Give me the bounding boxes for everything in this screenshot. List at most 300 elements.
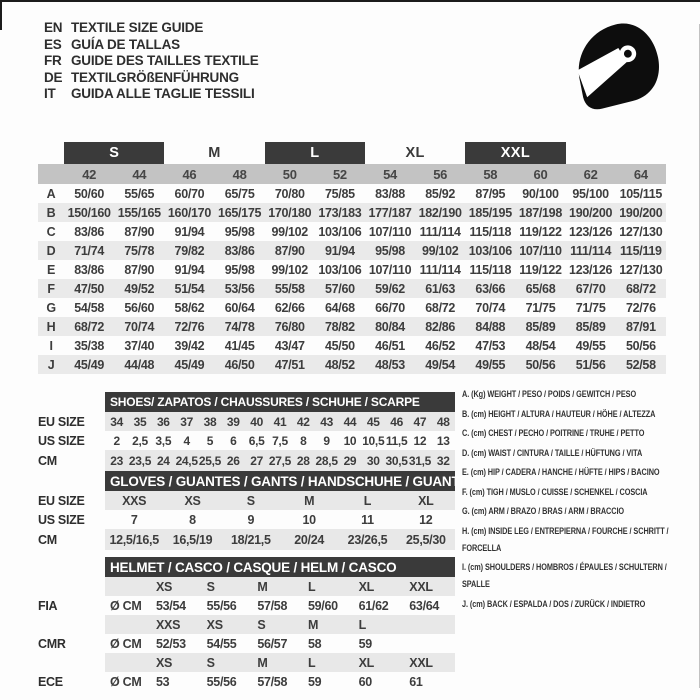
table-cell: 80/84	[365, 317, 415, 336]
table-cell: 68/72	[616, 279, 666, 298]
table-cell: 95/100	[572, 186, 609, 201]
eu-size-cell: 42	[64, 164, 114, 184]
eu-size-cell: 48	[215, 164, 265, 184]
table-cell: 37	[175, 412, 198, 431]
table-cell: 57/60	[315, 279, 365, 298]
table-cell: 44	[338, 412, 361, 431]
helmet-table	[38, 557, 455, 691]
table-cell: 57/58	[257, 674, 288, 689]
row-label: C	[46, 224, 56, 239]
language-list	[44, 20, 259, 103]
eu-size-cell: 64	[616, 164, 666, 184]
eu-size-cell: 54	[365, 164, 415, 184]
table-cell	[404, 615, 455, 634]
table-row	[38, 203, 666, 222]
legend-item: A. (Kg) WEIGHT / PESO / POIDS / GEWITCH / PESO	[462, 389, 637, 400]
language-code: DE	[44, 69, 63, 85]
table-cell: 13	[436, 433, 450, 448]
table-cell: 35/38	[74, 338, 105, 353]
row-label: EU SIZE	[38, 414, 85, 429]
diameter-cell	[105, 615, 151, 634]
table-cell	[404, 634, 455, 653]
table-cell: 70/74	[475, 300, 506, 315]
section-title: SHOES/ ZAPATOS / CHAUSSURES / SCHUHE / SCARPE	[105, 392, 455, 412]
row-label: A	[46, 186, 56, 201]
language-row	[44, 86, 259, 103]
language-row	[44, 37, 259, 54]
eu-size-cell: 46	[164, 164, 214, 184]
table-cell: 60	[358, 674, 372, 689]
legend-item: F. (cm) TIGH / MUSLO / CUISSE / SCHENKEL / COSCIA	[462, 486, 648, 498]
table-cell: 91/94	[315, 241, 365, 260]
table-cell: 8	[300, 433, 307, 448]
table-cell: L	[303, 653, 354, 672]
table-cell: 70/80	[274, 186, 305, 201]
table-cell: 95/98	[365, 241, 415, 260]
table-cell: 182/190	[415, 203, 465, 222]
table-cell: XXL	[404, 653, 455, 672]
table-cell: 36	[152, 412, 175, 431]
table-cell: 30,5	[385, 450, 408, 471]
table-cell: 53	[156, 674, 170, 689]
table-cell: 53/56	[215, 279, 265, 298]
table-cell: 190/200	[616, 203, 666, 222]
gloves-table	[38, 471, 464, 550]
table-cell: 84/88	[465, 317, 515, 336]
table-cell: 50/56	[515, 355, 565, 374]
table-cell: XL	[354, 653, 405, 672]
table-cell: 27	[245, 450, 268, 471]
table-cell: 177/187	[365, 203, 415, 222]
table-cell: 107/110	[515, 241, 565, 260]
table-cell: 12,5/16,5	[105, 529, 163, 550]
eu-size-cell: 56	[415, 164, 465, 184]
table-cell: 87/90	[124, 224, 155, 239]
row-label: G	[46, 300, 56, 315]
table-cell: 50/60	[74, 186, 105, 201]
diameter-cell: Ø CM	[110, 598, 142, 613]
table-cell: 28,5	[315, 450, 338, 471]
table-row	[38, 279, 666, 298]
table-cell: 123/126	[569, 262, 613, 277]
table-cell: 45	[362, 412, 385, 431]
table-cell: 7	[130, 512, 138, 527]
table-cell: 41/45	[224, 338, 255, 353]
eu-size-cell	[38, 164, 64, 184]
table-cell: 28	[292, 450, 315, 471]
table-cell: 2	[113, 433, 120, 448]
table-cell: 55/58	[265, 279, 315, 298]
table-cell: 37/40	[124, 338, 155, 353]
table-row	[38, 260, 666, 279]
table-cell: 46/50	[215, 355, 265, 374]
row-label: I	[49, 338, 53, 353]
table-cell: 6	[230, 433, 237, 448]
table-cell: 7,5	[272, 433, 288, 448]
table-row	[38, 241, 666, 260]
table-cell: 160/170	[164, 203, 214, 222]
table-cell: 165/175	[215, 203, 265, 222]
table-cell: S	[222, 491, 280, 510]
table-cell: 53/54	[156, 598, 186, 613]
table-cell: 43	[315, 412, 338, 431]
table-row	[38, 355, 666, 374]
legend-item: H. (cm) INSIDE LEG / ENTREPIERNA / FOURCHE / SCHRITT / FORCELLA	[462, 525, 669, 554]
language-code: EN	[44, 20, 63, 35]
table-cell: 103/106	[318, 224, 362, 239]
table-cell: 16,5/19	[163, 529, 221, 550]
table-cell: 68/72	[64, 317, 114, 336]
table-cell: 45/49	[164, 355, 214, 374]
table-cell: 63/66	[465, 279, 515, 298]
language-code: FR	[44, 53, 62, 69]
table-cell: 82/86	[415, 317, 465, 336]
table-cell: 55/65	[124, 186, 155, 201]
table-cell: 57/58	[257, 598, 288, 613]
table-cell: 72/76	[625, 300, 656, 315]
table-cell: 87/91	[616, 317, 666, 336]
table-cell: 111/114	[566, 241, 616, 260]
diameter-cell: Ø CM	[110, 636, 142, 651]
table-cell: 49/55	[465, 355, 515, 374]
table-cell: 91/94	[174, 262, 205, 277]
table-cell: 187/198	[515, 203, 565, 222]
table-cell: 70/74	[114, 317, 164, 336]
table-cell: 83/88	[375, 186, 405, 201]
table-cell: 59	[307, 674, 322, 689]
eu-size-cell: 62	[566, 164, 616, 184]
table-cell: 31,5	[408, 450, 431, 471]
table-cell: 72/76	[164, 317, 214, 336]
table-cell: S	[202, 653, 253, 672]
table-cell: 83/86	[215, 241, 265, 260]
table-cell: 99/102	[271, 224, 308, 239]
table-row	[38, 222, 666, 241]
table-cell: 45/50	[325, 338, 355, 353]
legend-item: C. (cm) CHEST / PECHO / POITRINE / TRUHE / PETTO	[462, 428, 645, 439]
row-label: CM	[38, 532, 57, 547]
table-cell: 55/56	[206, 674, 237, 689]
legend-item: E. (cm) HIP / CADERA / HANCHE / HÜFTE / HIPS / BACINO	[462, 467, 660, 478]
table-cell: 115/118	[469, 262, 512, 277]
table-cell: 62/66	[274, 300, 305, 315]
table-cell: 3,5	[155, 433, 172, 448]
section-header-row	[38, 392, 455, 412]
table-cell: 65/75	[224, 186, 255, 201]
language-label: GUIDA ALLE TAGLIE TESSILI	[71, 86, 255, 102]
table-cell: 45/49	[64, 355, 114, 374]
table-cell: 127/130	[619, 224, 663, 239]
table-cell: 24	[152, 450, 175, 471]
row-label: US SIZE	[38, 433, 85, 448]
table-cell: 103/106	[318, 262, 362, 277]
table-cell: 32	[432, 450, 455, 471]
table-cell: XL	[397, 491, 455, 510]
table-cell: 91/94	[174, 224, 205, 239]
table-cell: 25,5	[198, 450, 221, 471]
table-cell: 38	[198, 412, 221, 431]
table-cell: 85/89	[566, 317, 616, 336]
table-cell: 10	[302, 512, 316, 527]
table-cell: 10,5	[362, 433, 385, 448]
row-label: FIA	[38, 598, 58, 613]
row-label: US SIZE	[38, 512, 85, 527]
table-cell: 49/55	[575, 338, 606, 353]
table-cell: 60/64	[224, 300, 255, 315]
language-label: TEXTILGRÖßENFÜHRUNG	[71, 69, 239, 85]
language-label: GUIDE DES TAILLES TEXTILE	[71, 53, 259, 69]
spacer-cell	[38, 471, 105, 491]
table-cell: 40	[245, 412, 268, 431]
row-label: H	[38, 317, 64, 336]
table-cell: 61/62	[358, 598, 389, 613]
table-cell: XS	[151, 653, 202, 672]
table-cell: 83/86	[74, 224, 105, 239]
table-cell: 9	[323, 433, 330, 448]
table-row	[38, 672, 455, 691]
table-cell: 48/52	[315, 355, 365, 374]
row-label	[38, 577, 105, 596]
row-label: B	[38, 203, 64, 222]
row-label	[38, 653, 105, 672]
table-cell: 63/64	[409, 598, 440, 613]
table-row	[38, 577, 455, 596]
table-cell: 59/60	[307, 598, 338, 613]
table-cell: L	[338, 491, 396, 510]
eu-size-cell: 44	[114, 164, 164, 184]
row-label	[38, 615, 105, 634]
helmet-icon	[566, 16, 664, 122]
table-cell: 56/57	[257, 636, 288, 651]
table-cell: 107/110	[368, 224, 412, 239]
row-label: F	[38, 279, 64, 298]
table-cell: 11,5	[385, 433, 408, 448]
language-row	[44, 53, 259, 70]
size-group-cell	[38, 142, 64, 164]
table-cell: 29	[338, 450, 361, 471]
table-cell: 66/70	[375, 300, 405, 315]
table-cell: S	[252, 615, 303, 634]
table-cell: 46/51	[375, 338, 405, 353]
table-cell: 2,5	[132, 433, 148, 448]
table-cell: 47/51	[265, 355, 315, 374]
table-cell: 185/195	[465, 203, 515, 222]
table-cell: 87/90	[265, 241, 315, 260]
table-cell: 18/21,5	[222, 529, 280, 550]
diameter-cell: Ø CM	[110, 674, 142, 689]
table-cell: 42	[292, 412, 315, 431]
table-cell: L	[354, 615, 405, 634]
table-cell: 71/75	[525, 300, 556, 315]
table-cell: 46	[385, 412, 408, 431]
table-cell: 55/56	[206, 598, 237, 613]
table-row	[38, 450, 455, 471]
table-cell: 39	[222, 412, 245, 431]
table-cell: 35	[128, 412, 151, 431]
photo-edge-left	[0, 0, 2, 30]
table-cell: XS	[151, 577, 202, 596]
diameter-cell	[105, 577, 151, 596]
table-row	[38, 431, 455, 450]
section-header-row	[38, 471, 455, 491]
language-row	[44, 70, 259, 87]
table-cell: 74/78	[215, 317, 265, 336]
table-cell: 52/58	[616, 355, 666, 374]
table-cell: XL	[354, 577, 405, 596]
row-label: CMR	[38, 636, 66, 651]
table-cell: 39/42	[174, 338, 205, 353]
table-cell: 119/122	[519, 224, 562, 239]
table-cell: 52/53	[156, 636, 186, 651]
language-code: IT	[44, 86, 56, 102]
table-cell: 9	[247, 512, 255, 527]
eu-size-cell: 60	[515, 164, 565, 184]
table-cell: 173/183	[315, 203, 365, 222]
row-label: J	[38, 355, 64, 374]
table-cell: M	[303, 615, 354, 634]
table-row	[38, 412, 455, 431]
size-group-cell: M	[208, 145, 221, 161]
table-cell: 95/98	[224, 224, 255, 239]
diameter-cell	[105, 653, 151, 672]
table-cell: M	[252, 577, 303, 596]
table-cell: 48/54	[525, 338, 556, 353]
table-cell: 12	[413, 433, 427, 448]
table-cell: 75/78	[114, 241, 164, 260]
table-cell: 51/54	[164, 279, 214, 298]
size-group-cell: XXL	[465, 142, 565, 164]
section-title: HELMET / CASCO / CASQUE / HELM / CASCO	[105, 557, 455, 577]
eu-size-cell: 58	[465, 164, 515, 184]
table-cell: 61/63	[415, 279, 465, 298]
table-cell: 85/89	[515, 317, 565, 336]
section-title: GLOVES / GUANTES / GANTS / HANDSCHUHE / GUANTI	[105, 471, 455, 491]
table-cell: 47/53	[475, 338, 506, 353]
table-cell: 51/56	[566, 355, 616, 374]
table-row	[38, 510, 455, 529]
table-cell: 59/62	[365, 279, 415, 298]
table-cell: 71/75	[575, 300, 606, 315]
table-cell: 26	[222, 450, 245, 471]
table-cell: 105/115	[619, 186, 663, 201]
table-cell: 23,5	[128, 450, 151, 471]
size-group-cell: L	[265, 142, 365, 164]
table-cell: 6,5	[248, 433, 265, 448]
table-cell: 67/70	[566, 279, 616, 298]
table-cell: XXS	[105, 491, 163, 510]
size-group-row	[38, 142, 666, 164]
table-cell: 23/26,5	[338, 529, 396, 550]
table-row	[38, 184, 666, 203]
table-cell: 75/85	[325, 186, 355, 201]
table-cell: 87/95	[475, 186, 506, 201]
table-cell: 155/165	[114, 203, 164, 222]
table-cell: 41	[268, 412, 291, 431]
table-cell: 49/54	[415, 355, 465, 374]
table-cell: 76/80	[265, 317, 315, 336]
size-group-cell: S	[64, 142, 164, 164]
photo-edge-top	[0, 0, 700, 2]
table-cell: 5	[206, 433, 214, 448]
language-label: GUÍA DE TALLAS	[71, 36, 180, 52]
size-group-cell	[566, 142, 616, 164]
table-row	[38, 336, 666, 355]
table-cell: 54/58	[74, 300, 105, 315]
table-cell: XS	[163, 491, 221, 510]
table-cell: 87/90	[124, 262, 155, 277]
table-cell: 103/106	[465, 241, 515, 260]
language-row	[44, 20, 259, 37]
table-cell: 115/118	[469, 224, 512, 239]
table-cell: 83/86	[74, 262, 105, 277]
table-cell: 46/52	[425, 338, 456, 353]
table-row	[38, 596, 455, 615]
table-cell: 111/114	[419, 262, 461, 277]
language-label: TEXTILE SIZE GUIDE	[71, 20, 204, 35]
table-cell: 71/74	[64, 241, 114, 260]
legend-item: I. (cm) SHOULDERS / HOMBROS / ÉPAULES / SCHULTERN / SPALLE	[462, 562, 667, 590]
table-cell: 44/48	[114, 355, 164, 374]
table-cell: 50/56	[625, 338, 656, 353]
table-cell: 79/82	[164, 241, 214, 260]
legend-item: D. (cm) WAIST / CINTURA / TAILLE / HÜFTUNG / VITA	[462, 447, 643, 459]
row-label: CM	[38, 453, 57, 468]
table-cell: 59	[358, 636, 372, 651]
table-row	[38, 615, 455, 634]
table-cell: 78/82	[315, 317, 365, 336]
table-cell: 64/68	[325, 300, 355, 315]
table-cell: XXS	[151, 615, 202, 634]
table-cell: 111/114	[419, 224, 461, 239]
table-cell: 58/62	[174, 300, 205, 315]
measurement-legend	[462, 386, 693, 615]
table-cell: 30	[362, 450, 385, 471]
row-label: ECE	[38, 674, 63, 689]
legend-item: G. (cm) ARM / BRAZO / BRAS / ARM / BRACCIO	[462, 506, 625, 517]
eu-size-cell: 52	[315, 164, 365, 184]
table-cell: 34	[105, 412, 128, 431]
table-cell: 24,5	[175, 450, 198, 471]
row-label: E	[47, 262, 56, 277]
table-cell: 115/119	[616, 241, 666, 260]
table-cell: 127/130	[619, 262, 663, 277]
table-cell: S	[202, 577, 253, 596]
table-row	[38, 317, 666, 336]
table-cell: 61	[409, 674, 423, 689]
table-cell: 54/55	[206, 636, 237, 651]
table-cell: 10	[343, 433, 357, 448]
table-cell: 4	[183, 433, 190, 448]
table-cell: 48	[432, 412, 455, 431]
spacer-cell	[38, 557, 105, 577]
shoes-table	[38, 392, 455, 471]
table-cell: 56/60	[124, 300, 155, 315]
legend-item: J. (cm) BACK / ESPALDA / DOS / ZURÜCK / INDIETRO	[462, 598, 646, 610]
table-cell: 58	[307, 636, 322, 651]
legend-item: B. (cm) HEIGHT / ALTURA / HAUTEUR / HÖHE / ALTEZZA	[462, 408, 656, 420]
table-cell: 48/53	[365, 355, 415, 374]
size-group-cell: XL	[405, 145, 425, 161]
table-cell: XXL	[404, 577, 455, 596]
table-cell: 43/47	[274, 338, 305, 353]
row-label: EU SIZE	[38, 493, 85, 508]
main-size-table	[38, 142, 666, 374]
table-cell: 12	[419, 512, 433, 527]
language-code: ES	[44, 36, 62, 52]
table-cell: 85/92	[425, 186, 456, 201]
table-cell: 25,5/30	[397, 529, 455, 550]
table-cell: XS	[202, 615, 253, 634]
